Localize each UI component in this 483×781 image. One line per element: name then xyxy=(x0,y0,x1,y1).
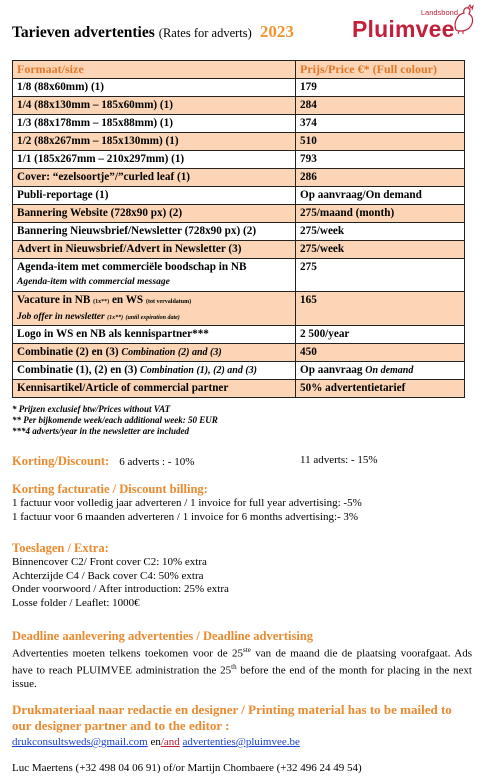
row-price-translation: On demand xyxy=(365,365,414,376)
page-title xyxy=(12,22,294,42)
table-row xyxy=(13,241,465,259)
row-price: 510 xyxy=(296,133,465,151)
deadline-sup-1: ste xyxy=(243,646,251,654)
row-price: 179 xyxy=(296,79,465,97)
row-size-a: Vacature in NB xyxy=(17,294,91,306)
row-size: Cover: “ezelsoortje”/”curled leaf (1) xyxy=(13,169,296,187)
table-row xyxy=(13,169,465,187)
title-main: Tarieven advertenties xyxy=(12,24,155,41)
row-size-a-sup: (1x**) xyxy=(93,299,110,305)
row-price: 450 xyxy=(296,344,465,362)
billing-heading: Korting facturatie / Discount billing: xyxy=(12,482,208,496)
row-size: 1/8 (88x60mm) (1) xyxy=(13,79,296,97)
table-row xyxy=(13,326,465,344)
discount-section xyxy=(12,452,472,470)
rates-table xyxy=(12,60,465,398)
footnote: * Prijzen exclusief btw/Prices without VAT xyxy=(12,404,171,414)
table-row xyxy=(13,97,465,115)
row-size: Bannering Nieuwsbrief/Newsletter (728x90 px) (2) xyxy=(13,223,296,241)
row-price: 275/week xyxy=(296,223,465,241)
printing-section xyxy=(12,702,472,748)
row-price: 286 xyxy=(296,169,465,187)
extra-line: Losse folder / Leaflet: 1000€ xyxy=(12,596,140,609)
row-price: 275 xyxy=(296,259,465,292)
table-row xyxy=(13,205,465,223)
row-size: 1/2 (88x267mm – 185x130mm) (1) xyxy=(13,133,296,151)
row-size-agenda xyxy=(13,259,296,292)
table-row xyxy=(13,133,465,151)
printing-emails xyxy=(12,736,472,748)
row-size-combo xyxy=(13,362,296,380)
row-size: Bannering Website (728x90 px) (2) xyxy=(13,205,296,223)
table-row xyxy=(13,292,465,326)
row-size-b-small: (tot vervaldatum) xyxy=(145,299,192,305)
row-size-translation: Combination (1), (2) and (3) xyxy=(140,365,257,376)
table-row xyxy=(13,344,465,362)
contact-line: Luc Maertens (+32 498 04 06 91) of/or Martijn Chombaere (+32 496 24 49 54) xyxy=(12,762,362,774)
row-size-combo xyxy=(13,344,296,362)
deadline-paragraph xyxy=(12,644,472,692)
billing-line: 1 factuur voor volledig jaar adverteren / 1 invoice for full year advertising: -5% xyxy=(12,497,362,509)
row-size: Logo in WS en NB als kennispartner*** xyxy=(13,326,296,344)
editor-email-link[interactable]: advertenties@pluimvee.be xyxy=(182,736,300,748)
row-sub-sup: (1x**) xyxy=(107,315,124,321)
discount-value-11: 11 adverts: - 15% xyxy=(300,454,378,466)
title-year: 2023 xyxy=(259,22,294,41)
logo-wordmark: Pluimvee xyxy=(352,16,455,42)
deadline-section xyxy=(12,629,472,692)
table-row xyxy=(13,259,465,292)
billing-section xyxy=(12,482,472,524)
title-subtitle: (Rates for adverts) xyxy=(158,26,252,40)
row-price: Op aanvraag xyxy=(300,364,363,376)
deadline-text-1: Advertenties moeten telkens toekomen voor de 25 xyxy=(12,647,244,660)
table-row xyxy=(13,223,465,241)
deadline-text-3: before the end of the month for placing in the next issue. xyxy=(12,664,472,691)
row-size-translation xyxy=(17,310,291,325)
row-price-combo xyxy=(296,362,465,380)
row-size: Agenda-item met commerciële boodschap in NB xyxy=(17,261,247,273)
row-size: 1/1 (185x267mm – 210x297mm) (1) xyxy=(13,151,296,169)
row-size: Publi-reportage (1) xyxy=(13,187,296,205)
table-row xyxy=(13,79,465,97)
row-price: 793 xyxy=(296,151,465,169)
row-price: 165 xyxy=(296,292,465,326)
logo-subtitle: Landsbond xyxy=(420,8,458,17)
row-size: 1/4 (88x130mm – 185x60mm) (1) xyxy=(13,97,296,115)
row-size-b: en WS xyxy=(111,294,144,306)
extra-heading: Toeslagen / Extra: xyxy=(12,541,109,555)
row-price: 374 xyxy=(296,115,465,133)
footnotes xyxy=(12,404,218,437)
row-size-translation: Combination (2) and (3) xyxy=(121,347,222,358)
deadline-sup-2: th xyxy=(231,663,237,672)
row-size: Combinatie (1), (2) en (3) xyxy=(17,364,138,376)
row-price: 284 xyxy=(296,97,465,115)
row-size: Combinatie (2) en (3) xyxy=(17,346,119,358)
row-size: Advert in Nieuwsbrief/Advert in Newsletter (3) xyxy=(13,241,296,259)
row-size-translation: Agenda-item with commercial message xyxy=(17,277,170,287)
extra-line: Achterzijde C4 / Back cover C4: 50% extra xyxy=(12,569,204,582)
email-separator: en xyxy=(150,736,161,748)
deadline-text-2: van de maand die de plaatsing voorafgaat. Ads have to reach PLUIMVEE administration the 25 xyxy=(12,647,472,677)
extra-section xyxy=(12,541,472,610)
row-price: 275/week xyxy=(296,241,465,259)
row-price: 2 500/year xyxy=(296,326,465,344)
extra-line: Binnencover C2/ Front cover C2: 10% extra xyxy=(12,556,207,568)
row-price: 50% advertentietarief xyxy=(296,380,465,398)
row-size-vacancy xyxy=(13,292,296,326)
extra-line: Onder voorwoord / After introduction: 25% extra xyxy=(12,583,229,595)
printing-heading: Drukmateriaal naar redactie en designer / Printing material has to be mailed to our designer partner and to the editor : xyxy=(12,702,452,733)
discount-value-6: 6 adverts : - 10% xyxy=(119,456,195,468)
row-size: 1/3 (88x178mm – 185x88mm) (1) xyxy=(13,115,296,133)
table-row xyxy=(13,362,465,380)
discount-heading: Korting/Discount: xyxy=(12,454,110,468)
row-price: Op aanvraag/On demand xyxy=(296,187,465,205)
rooster-icon xyxy=(450,4,476,34)
email-separator-and: /and xyxy=(160,736,180,748)
row-size: Kennisartikel/Article of commercial partner xyxy=(13,380,296,398)
table-header-row xyxy=(13,61,465,79)
billing-line: 1 factuur voor 6 maanden adverteren / 1 invoice for 6 months advertising:- 3% xyxy=(12,510,359,523)
row-price: 275/maand (month) xyxy=(296,205,465,223)
footnote: ** Per bijkomende week/each additional week: 50 EUR xyxy=(12,415,218,425)
table-row xyxy=(13,380,465,398)
deadline-heading: Deadline aanlevering advertenties / Deadline advertising xyxy=(12,629,314,643)
table-row xyxy=(13,115,465,133)
row-sub-small: (until expiration date) xyxy=(125,315,180,321)
footnote: ***4 adverts/year in the newsletter are included xyxy=(12,426,189,436)
table-row xyxy=(13,151,465,169)
header-size: Formaat/size xyxy=(13,61,296,79)
pluimvee-logo xyxy=(350,4,476,44)
designer-email-link[interactable]: drukconsultsweds@gmail.com xyxy=(12,736,148,748)
table-row xyxy=(13,187,465,205)
header-price: Prijs/Price €* (Full colour) xyxy=(296,61,465,79)
row-sub-a: Job offer in newsletter xyxy=(17,312,105,322)
